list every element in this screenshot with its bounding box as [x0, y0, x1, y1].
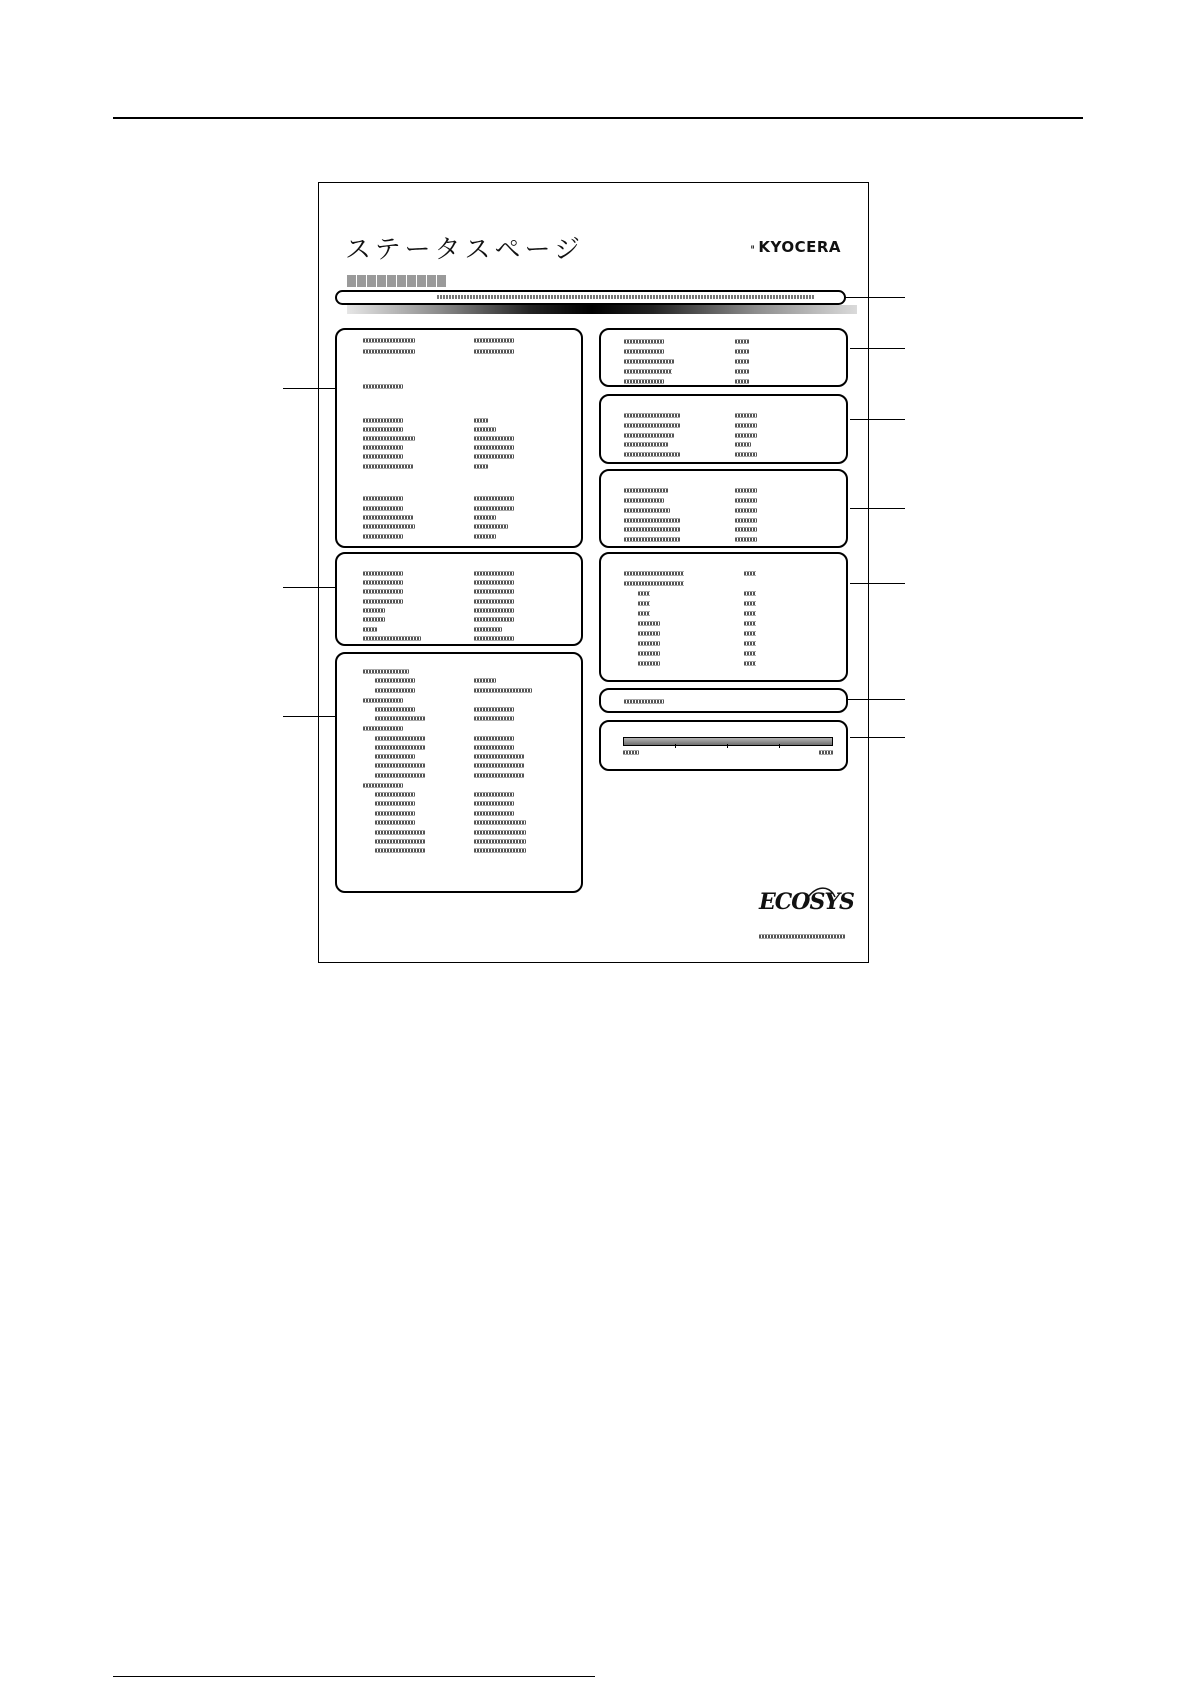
placeholder-text-row	[474, 427, 496, 432]
placeholder-text-row	[375, 745, 425, 750]
placeholder-text-row	[624, 359, 674, 364]
placeholder-text-row	[375, 811, 415, 816]
placeholder-text-row	[474, 773, 524, 778]
placeholder-text-row	[375, 716, 425, 721]
callout-line	[283, 716, 336, 717]
placeholder-text-row	[624, 433, 674, 438]
callout-line	[850, 419, 905, 420]
placeholder-text-row	[624, 527, 680, 532]
placeholder-text-row	[624, 571, 684, 576]
placeholder-text-row	[363, 726, 403, 731]
placeholder-text-row	[735, 349, 749, 354]
placeholder-text-row	[375, 707, 415, 712]
placeholder-text-row	[474, 349, 514, 354]
placeholder-text-row	[624, 498, 664, 503]
placeholder-text-row	[375, 830, 425, 835]
placeholder-text-row	[363, 427, 403, 432]
placeholder-text-row	[474, 820, 526, 825]
placeholder-text-row	[363, 436, 415, 441]
gauge-max-label	[819, 750, 833, 755]
placeholder-text-row	[735, 452, 757, 457]
ecosys-caption	[759, 934, 845, 939]
placeholder-text-row	[474, 496, 514, 501]
page-info-text	[437, 295, 814, 299]
gauge-tick	[727, 744, 728, 748]
gradient-bar	[347, 305, 857, 314]
placeholder-text-row	[363, 589, 403, 594]
interface-info-section	[335, 652, 583, 893]
placeholder-text-row	[638, 641, 660, 646]
placeholder-text-row	[638, 601, 650, 606]
placeholder-text-row	[363, 496, 403, 501]
placeholder-text-row	[474, 524, 508, 529]
placeholder-text-row	[474, 707, 514, 712]
placeholder-text-row	[375, 773, 425, 778]
placeholder-text-row	[735, 423, 757, 428]
placeholder-text-row	[474, 792, 514, 797]
placeholder-text-row	[735, 433, 757, 438]
placeholder-text-row	[624, 581, 684, 586]
placeholder-text-row	[363, 349, 415, 354]
placeholder-text-row	[744, 571, 756, 576]
placeholder-text-row	[474, 571, 514, 576]
callout-line	[283, 388, 336, 389]
placeholder-text-row	[363, 445, 403, 450]
placeholder-text-row	[624, 537, 680, 542]
placeholder-text-row	[474, 338, 514, 343]
placeholder-text-row	[363, 627, 377, 632]
placeholder-text-row	[735, 339, 749, 344]
placeholder-text-row	[474, 515, 496, 520]
placeholder-text-row	[474, 608, 514, 613]
placeholder-text-row	[735, 369, 749, 374]
placeholder-text-row	[638, 651, 660, 656]
placeholder-text-row	[375, 688, 415, 693]
placeholder-text-row	[744, 651, 756, 656]
callout-line	[850, 737, 905, 738]
placeholder-text-row	[375, 820, 415, 825]
placeholder-text-row	[638, 591, 650, 596]
placeholder-text-row	[363, 338, 415, 343]
placeholder-text-row	[474, 627, 502, 632]
placeholder-text-row	[474, 436, 514, 441]
placeholder-text-row	[375, 801, 415, 806]
placeholder-text-row	[744, 661, 756, 666]
placeholder-text-row	[474, 801, 514, 806]
placeholder-text-row	[474, 839, 526, 844]
placeholder-text-row	[624, 379, 664, 384]
callout-line	[283, 587, 336, 588]
placeholder-text-row	[363, 617, 385, 622]
model-name-blocks	[347, 275, 446, 287]
placeholder-text-row	[474, 830, 526, 835]
footer-rule	[113, 1676, 595, 1677]
placeholder-text-row	[624, 488, 668, 493]
placeholder-text-row	[474, 617, 514, 622]
placeholder-text-row	[735, 498, 757, 503]
placeholder-text-row	[624, 413, 680, 418]
placeholder-text-row	[744, 641, 756, 646]
placeholder-text-row	[474, 754, 524, 759]
kyocera-logo	[751, 237, 841, 257]
placeholder-text-row	[735, 379, 749, 384]
placeholder-text-row	[735, 518, 757, 523]
placeholder-text-row	[474, 745, 514, 750]
placeholder-text-row	[624, 518, 680, 523]
placeholder-text-row	[363, 418, 403, 423]
placeholder-text-row	[474, 688, 532, 693]
placeholder-text-row	[375, 839, 425, 844]
placeholder-text-row	[363, 580, 403, 585]
placeholder-text-row	[474, 636, 514, 641]
placeholder-text-row	[474, 678, 496, 683]
placeholder-text-row	[744, 591, 756, 596]
page-info-pill	[335, 290, 846, 305]
placeholder-text-row	[624, 339, 664, 344]
ecosys-logo	[759, 883, 854, 923]
placeholder-text-row	[624, 349, 664, 354]
placeholder-text-row	[624, 699, 664, 704]
ecosys-swoosh-icon	[799, 883, 839, 913]
placeholder-text-row	[624, 369, 672, 374]
placeholder-text-row	[375, 848, 425, 853]
callout-line	[845, 297, 905, 298]
placeholder-text-row	[744, 621, 756, 626]
callout-line	[850, 508, 905, 509]
placeholder-text-row	[375, 763, 425, 768]
ecosys-text: ECOSYS	[759, 889, 854, 915]
placeholder-text-row	[363, 454, 403, 459]
placeholder-text-row	[363, 698, 403, 703]
gauge-tick	[675, 744, 676, 748]
placeholder-text-row	[744, 631, 756, 636]
placeholder-text-row	[375, 754, 415, 759]
placeholder-text-row	[363, 636, 421, 641]
placeholder-text-row	[638, 631, 660, 636]
placeholder-text-row	[363, 571, 403, 576]
placeholder-text-row	[624, 423, 680, 428]
placeholder-text-row	[735, 508, 757, 513]
toner-gauge-bar	[623, 737, 833, 746]
placeholder-text-row	[735, 442, 751, 447]
placeholder-text-row	[474, 454, 514, 459]
placeholder-text-row	[624, 442, 668, 447]
placeholder-text-row	[474, 599, 514, 604]
callout-line	[850, 348, 905, 349]
gauge-tick	[779, 744, 780, 748]
placeholder-text-row	[744, 611, 756, 616]
placeholder-text-row	[363, 506, 403, 511]
status-page-title: ステータスページ	[345, 235, 584, 265]
placeholder-text-row	[624, 452, 680, 457]
callout-line	[848, 699, 905, 700]
placeholder-text-row	[474, 506, 514, 511]
placeholder-text-row	[375, 792, 415, 797]
placeholder-text-row	[363, 783, 403, 788]
placeholder-text-row	[744, 601, 756, 606]
placeholder-text-row	[474, 534, 496, 539]
placeholder-text-row	[624, 508, 670, 513]
placeholder-text-row	[735, 413, 757, 418]
gauge-min-label	[623, 750, 639, 755]
placeholder-text-row	[474, 763, 524, 768]
placeholder-text-row	[735, 527, 757, 532]
toner-gauge-section	[599, 720, 848, 771]
placeholder-text-row	[638, 621, 660, 626]
placeholder-text-row	[363, 464, 413, 469]
placeholder-text-row	[363, 534, 403, 539]
placeholder-text-row	[363, 384, 403, 389]
placeholder-text-row	[363, 599, 403, 604]
placeholder-text-row	[474, 464, 488, 469]
placeholder-text-row	[363, 524, 415, 529]
status-page-sample	[318, 182, 869, 963]
placeholder-text-row	[735, 488, 757, 493]
placeholder-text-row	[474, 418, 488, 423]
placeholder-text-row	[474, 736, 514, 741]
placeholder-text-row	[474, 589, 514, 594]
logo-text: KYOCERA	[758, 238, 841, 256]
placeholder-text-row	[474, 716, 514, 721]
placeholder-text-row	[735, 537, 757, 542]
header-rule	[113, 117, 1083, 119]
placeholder-text-row	[363, 608, 385, 613]
placeholder-text-row	[363, 669, 409, 674]
placeholder-text-row	[638, 661, 660, 666]
placeholder-text-row	[474, 811, 514, 816]
placeholder-text-row	[375, 678, 415, 683]
placeholder-text-row	[474, 580, 514, 585]
kyocera-mark-icon	[751, 240, 754, 254]
placeholder-text-row	[375, 736, 425, 741]
placeholder-text-row	[363, 515, 413, 520]
callout-line	[850, 583, 905, 584]
placeholder-text-row	[474, 445, 514, 450]
placeholder-text-row	[638, 611, 650, 616]
placeholder-text-row	[735, 359, 749, 364]
placeholder-text-row	[474, 848, 526, 853]
